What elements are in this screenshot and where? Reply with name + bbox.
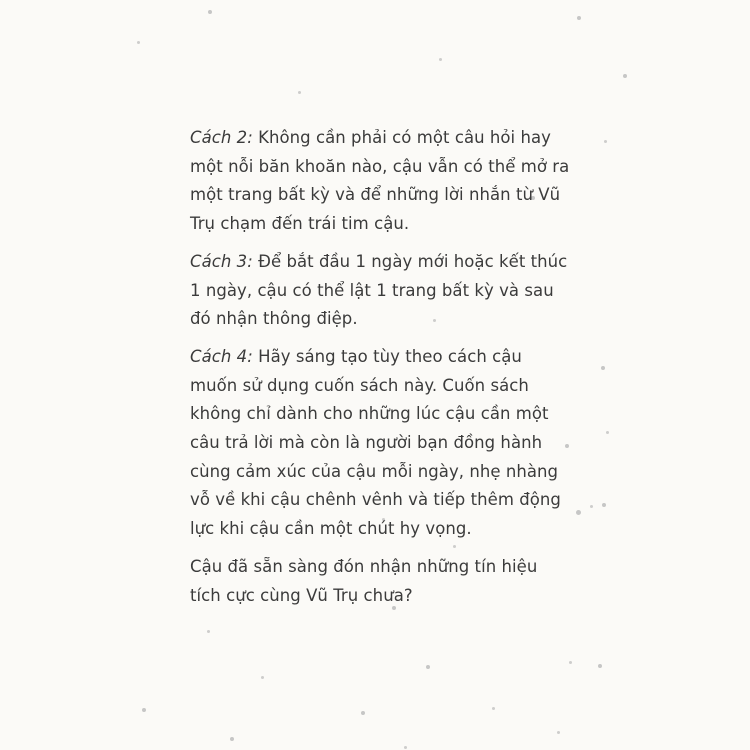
speckle-dot [439, 58, 442, 61]
paragraph-cach-4 [190, 343, 570, 544]
paragraph-cach-2 [190, 124, 570, 239]
paragraph-cach-3 [190, 248, 570, 334]
speckle-dot [426, 665, 430, 669]
speckle-dot [604, 140, 607, 143]
paragraph-closing-question [190, 553, 570, 610]
speckle-dot [598, 664, 602, 668]
speckle-dot [207, 630, 210, 633]
paragraph-label: Cách 3: [190, 251, 253, 271]
speckle-dot [142, 708, 146, 712]
speckle-dot [606, 431, 609, 434]
speckle-dot [208, 10, 212, 14]
speckle-dot [602, 503, 606, 507]
speckle-dot [576, 510, 581, 515]
paragraph-text: Để bắt đầu 1 ngày mới hoặc kết thúc 1 ngày, cậu có thể lật 1 trang bất kỳ và sau đó nhận thông điệp. [190, 251, 568, 329]
paragraph-label: Cách 4: [190, 346, 253, 366]
paragraph-label: Cách 2: [190, 128, 253, 147]
speckle-dot [361, 711, 365, 715]
speckle-dot [230, 737, 234, 741]
paragraph-text: Hãy sáng tạo tùy theo cách cậu muốn sử dụng cuốn sách này. Cuốn sách không chỉ dành cho những lúc cậu cần một câu trả lời mà còn là người bạn đồng hành cùng cảm xúc của cậu mỗi ngày, nhẹ nhàng vỗ về khi cậu chênh vênh và tiếp thêm động lực khi cậu cần một chút hy vọng. [190, 346, 561, 539]
speckle-dot [577, 16, 581, 20]
speckle-dot [404, 746, 407, 749]
paragraph-text: Cậu đã sẵn sàng đón nhận những tín hiệu tích cực cùng Vũ Trụ chưa? [190, 556, 538, 605]
speckle-dot [298, 91, 301, 94]
paragraph-text: Không cần phải có một câu hỏi hay một nỗi băn khoăn nào, cậu vẫn có thể mở ra một trang bất kỳ và để những lời nhắn từ Vũ Trụ chạm đến trái tim cậu. [190, 128, 570, 234]
speckle-dot [601, 366, 605, 370]
speckle-dot [569, 661, 572, 664]
speckle-dot [261, 676, 264, 679]
speckle-dot [137, 41, 140, 44]
speckle-dot [623, 74, 627, 78]
speckle-dot [492, 707, 495, 710]
speckle-dot [590, 505, 593, 508]
speckle-dot [557, 731, 560, 734]
body-text [190, 124, 570, 619]
